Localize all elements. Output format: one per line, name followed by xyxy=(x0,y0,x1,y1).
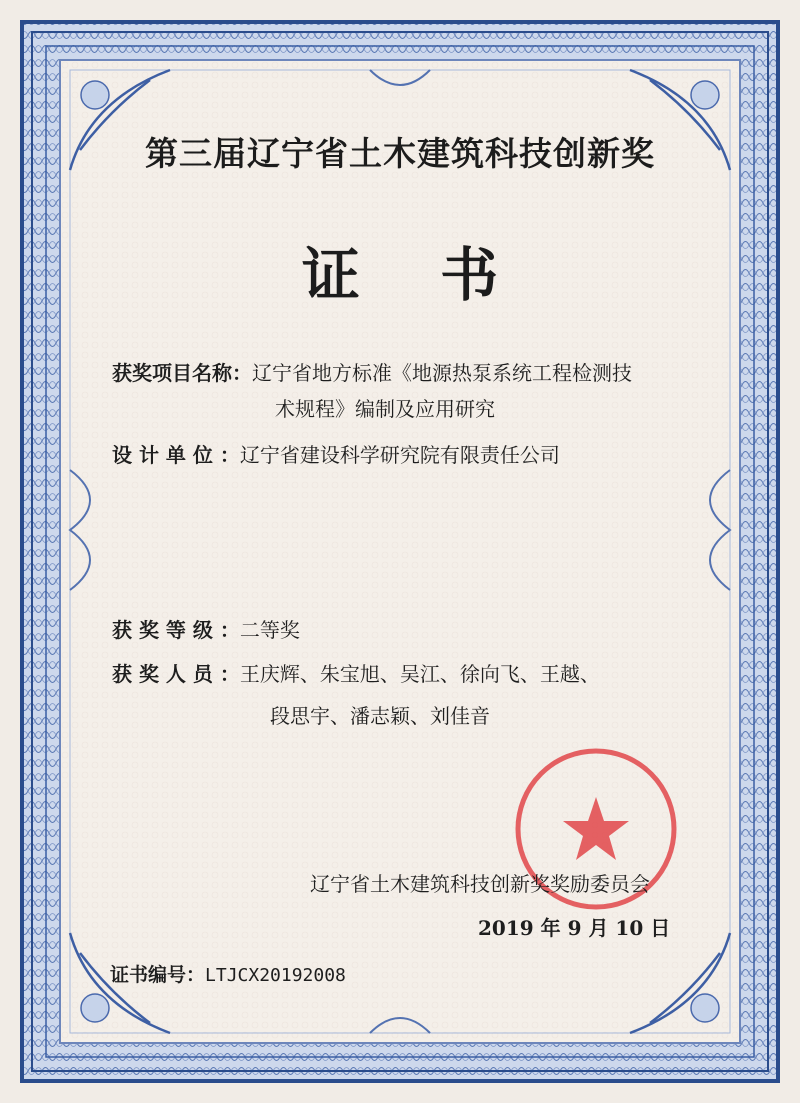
unit-row xyxy=(112,439,560,471)
issuing-committee: 辽宁省土木建筑科技创新奖奖励委员会 xyxy=(310,872,650,896)
issue-date: 2019 年 9 月 10 日 xyxy=(478,916,671,940)
document-type-title: 证 书 xyxy=(301,241,499,309)
people-value-line1: 王庆辉、朱宝旭、吴江、徐向飞、王越、 xyxy=(239,662,600,686)
certificate-number-label: 证书编号： xyxy=(110,964,206,986)
people-row-continued xyxy=(270,700,490,732)
grade-row xyxy=(112,614,300,646)
grade-value: 二等奖 xyxy=(239,618,300,642)
award-title: 第三届辽宁省土木建筑科技创新奖 xyxy=(145,134,655,173)
certificate-number xyxy=(110,960,346,987)
project-row-continued xyxy=(275,393,495,425)
grade-label: 获 奖 等 级 ： xyxy=(112,618,240,642)
project-row xyxy=(112,357,632,389)
people-label: 获 奖 人 员 ： xyxy=(112,662,240,686)
people-row xyxy=(112,658,600,690)
unit-value: 辽宁省建设科学研究院有限责任公司 xyxy=(239,443,560,467)
project-label: 获奖项目名称： xyxy=(112,361,252,385)
project-value-line2: 术规程》编制及应用研究 xyxy=(275,397,495,421)
project-value-line1: 辽宁省地方标准《地源热泵系统工程检测技 xyxy=(252,361,632,385)
certificate-number-value: LTJCX20192008 xyxy=(205,965,346,986)
unit-label: 设 计 单 位 ： xyxy=(112,443,240,467)
people-value-line2: 段思宇、潘志颖、刘佳音 xyxy=(270,704,490,728)
